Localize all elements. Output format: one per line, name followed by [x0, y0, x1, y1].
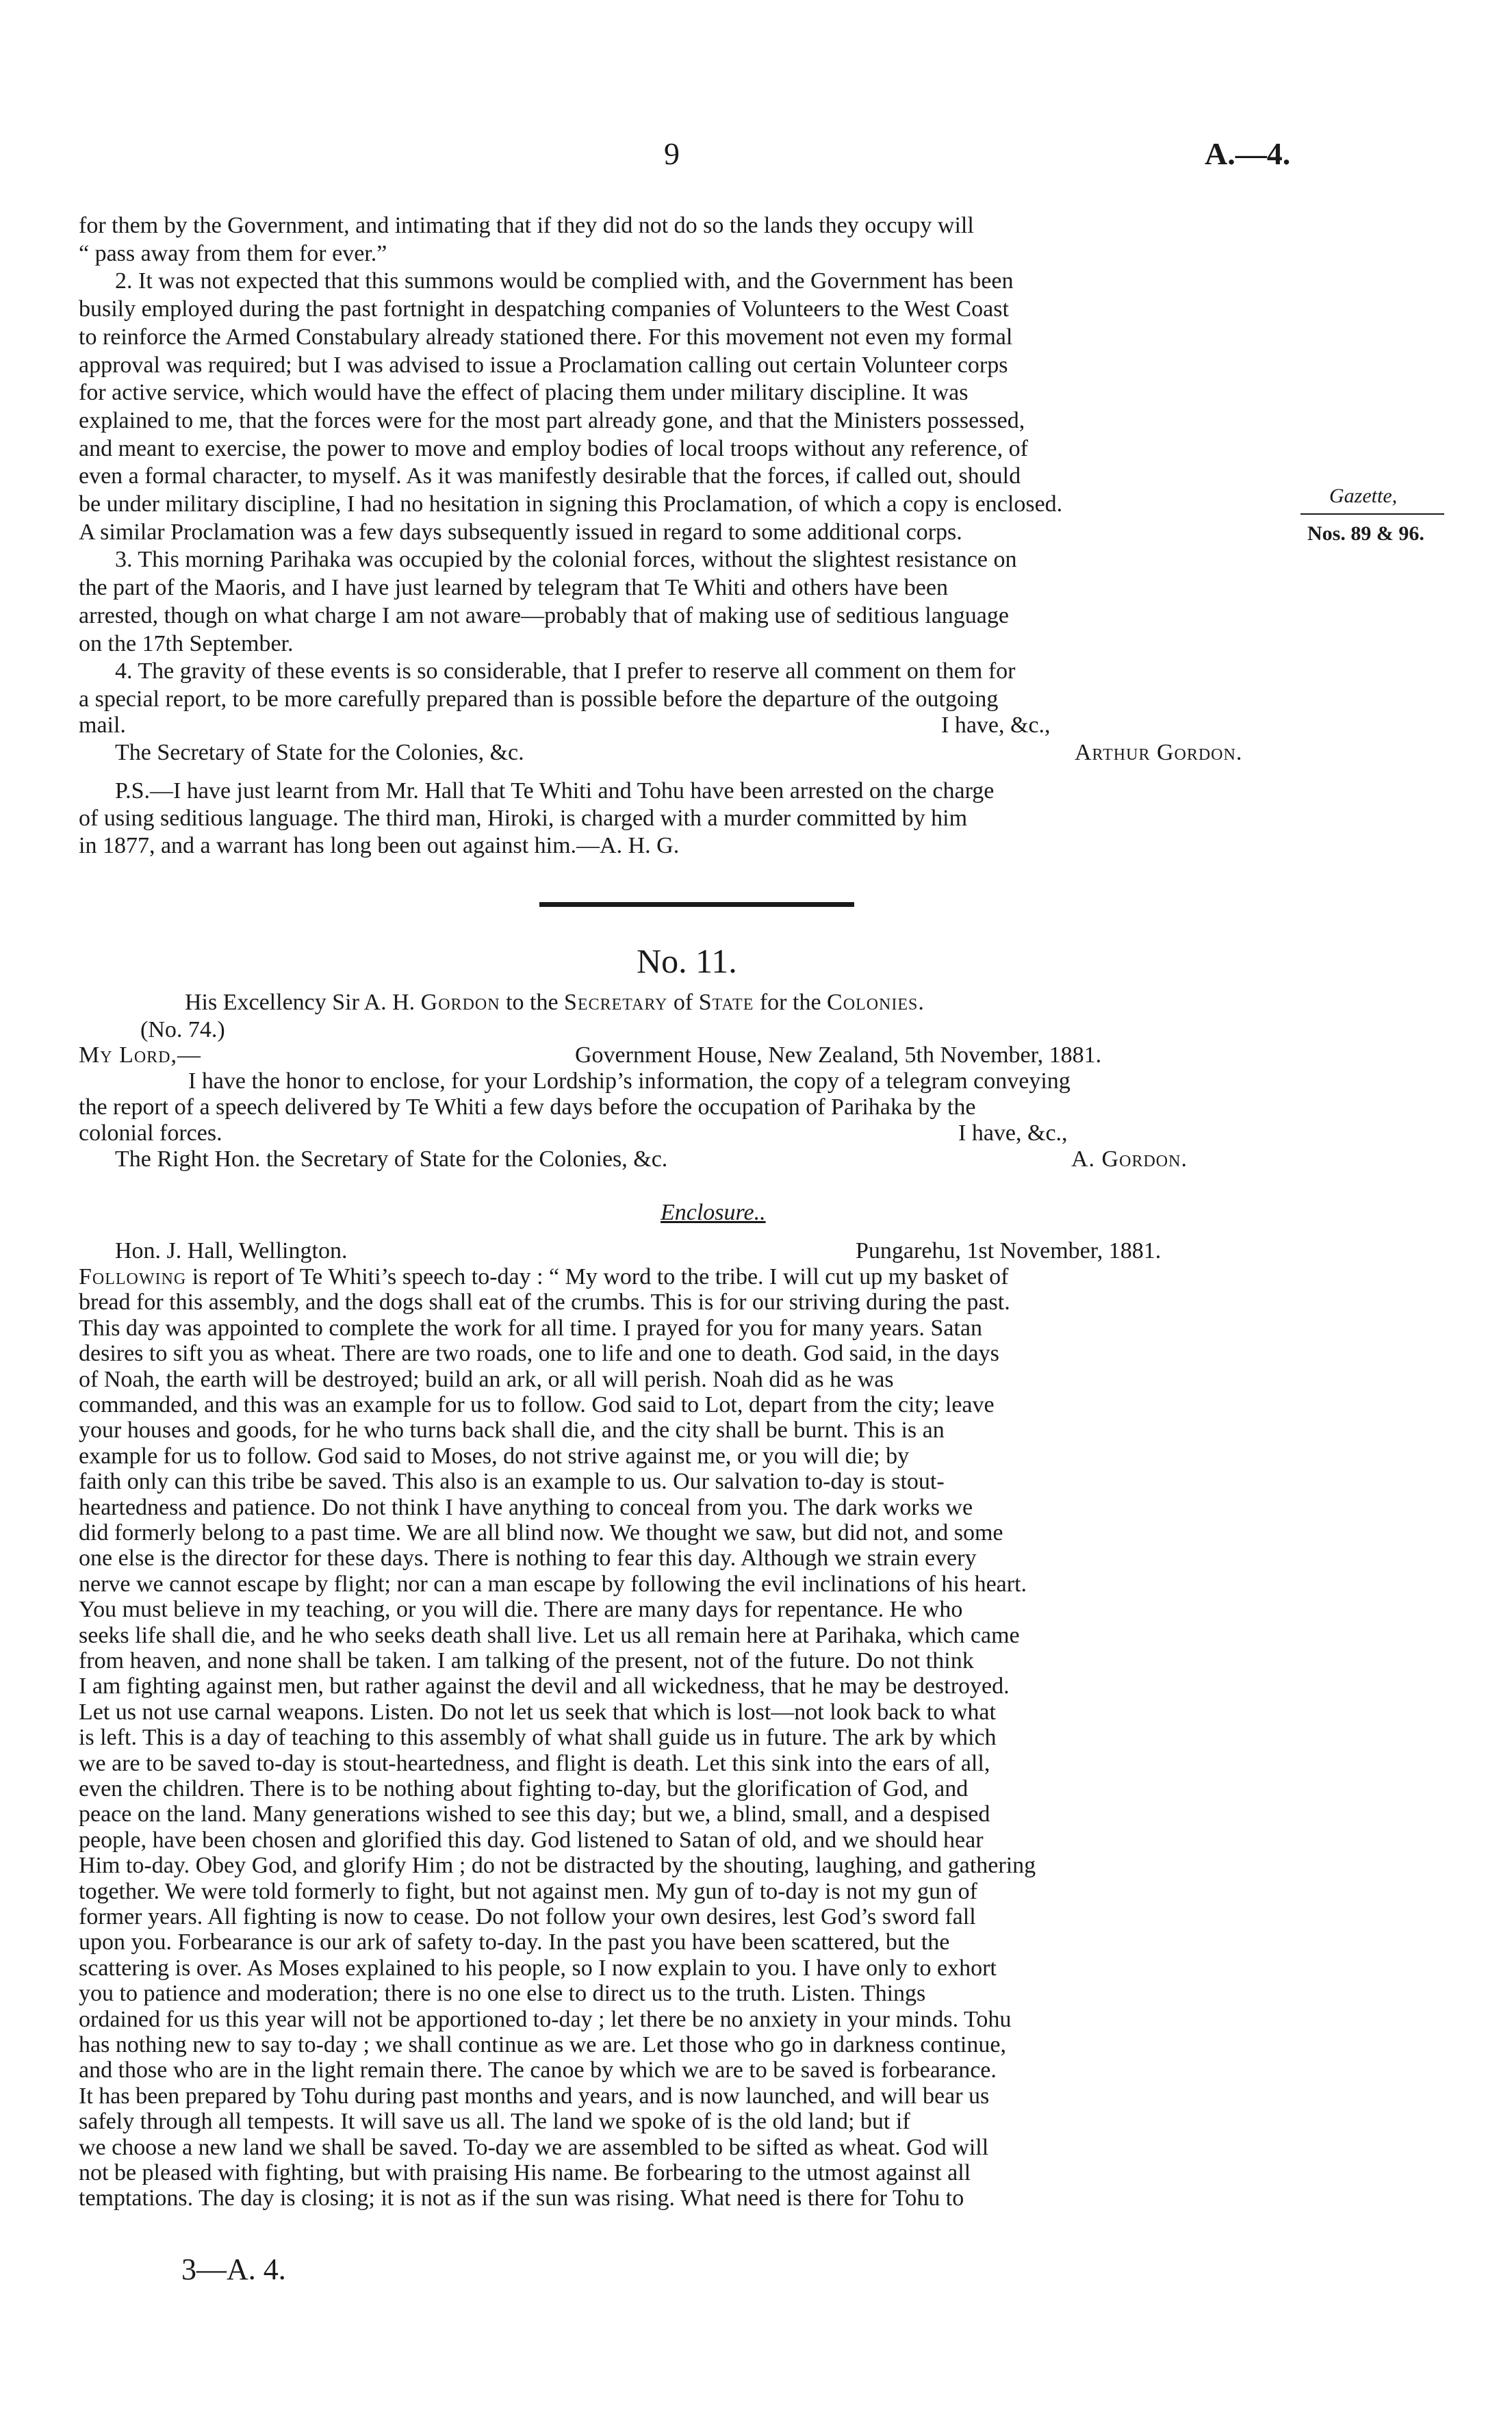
- section-divider: [539, 902, 854, 907]
- speech-line: from heaven, and none shall be taken. I am talking of the present, not of the future. Do not think: [79, 1648, 974, 1673]
- subheading-name: Gordon: [420, 990, 500, 1015]
- letter-signature: Arthur Gordon.: [1075, 740, 1243, 765]
- postscript-line: of using seditious language. The third man, Hiroki, is charged with a murder committed by him: [79, 806, 968, 831]
- speech-line: together. We were told formerly to fight, but not against men. My gun of to-day is not my gun of: [79, 1878, 977, 1904]
- despatch-closing: I have, &c.,: [958, 1120, 1068, 1146]
- speech-lead-word: Following: [79, 1264, 187, 1290]
- speech-line: nerve we cannot escape by flight; nor can a man escape by following the evil inclinations of his heart.: [79, 1571, 1027, 1597]
- letter-line: approval was required; but I was advised to issue a Proclamation calling out certain Volunteer corps: [79, 352, 1008, 378]
- speech-line: did formerly belong to a past time. We are all blind now. We thought we saw, but did not, and some: [79, 1520, 1003, 1545]
- letter-line: be under military discipline, I had no hesitation in signing this Proclamation, of which a copy is enclosed.: [79, 491, 1063, 517]
- subheading-title: State: [698, 990, 754, 1015]
- letter-line: A similar Proclamation was a few days subsequently issued in regard to some additional corps.: [79, 519, 962, 545]
- speech-line: your houses and goods, for he who turns back shall die, and the city shall be burnt. This is an: [79, 1417, 945, 1444]
- letter-line: “ pass away from them for ever.”: [79, 240, 387, 266]
- speech-line: heartedness and patience. Do not think I have anything to conceal from you. The dark works we: [79, 1494, 973, 1520]
- subheading-text: to the: [500, 990, 565, 1015]
- letter-line: on the 17th September.: [79, 630, 294, 656]
- postscript-line: in 1877, and a warrant has long been out against him.—A. H. G.: [79, 833, 680, 858]
- subheading-text: of: [667, 990, 699, 1015]
- subheading-text: .: [918, 990, 924, 1015]
- speech-line: desires to sift you as wheat. There are two roads, one to life and one to death. God said, in the days: [79, 1341, 999, 1367]
- speech-line: peace on the land. Many generations wished to see this day; but we, a blind, small, and a despised: [79, 1801, 990, 1827]
- despatch-body-line: I have the honor to enclose, for your Lordship’s information, the copy of a telegram conveying: [188, 1068, 1071, 1094]
- letter-line: 2. It was not expected that this summons would be complied with, and the Government has been: [115, 268, 1014, 294]
- speech-line: even the children. There is to be nothing about fighting to-day, but the glorification of God, and: [79, 1776, 969, 1801]
- letter-line: and meant to exercise, the power to move and employ bodies of local troops without any reference, of: [79, 435, 1028, 461]
- margin-rule: [1300, 513, 1444, 515]
- despatch-body-line: colonial forces.: [79, 1120, 222, 1146]
- speech-line: has nothing new to say to-day ; we shall continue as we are. Let those who go in darkness continue,: [79, 2032, 1006, 2057]
- letter-line: explained to me, that the forces were for the most part already gone, and that the Ministers possessed,: [79, 407, 1025, 433]
- speech-line: commanded, and this was an example for us to follow. God said to Lot, depart from the city; leave: [79, 1392, 995, 1417]
- place-date: Government House, New Zealand, 5th November, 1881.: [575, 1042, 1102, 1068]
- speech-line: It has been prepared by Tohu during past months and years, and is now launched, and will bear us: [79, 2083, 990, 2109]
- despatch-body-line: the report of a speech delivered by Te Whiti a few days before the occupation of Parihaka by the: [79, 1094, 976, 1120]
- subheading-title: Colonies: [827, 990, 919, 1015]
- speech-line: we are to be saved to-day is stout-heartedness, and flight is death. Let this sink into the ears of all,: [79, 1750, 990, 1776]
- letter-line: even a formal character, to myself. As it was manifestly desirable that the forces, if called out, should: [79, 463, 1021, 489]
- speech-line: of Noah, the earth will be destroyed; build an ark, or all will perish. Noah did as he was: [79, 1366, 894, 1392]
- document-reference: A.—4.: [1205, 136, 1291, 171]
- speech-line: upon you. Forbearance is our ark of safety to-day. In the past you have been scattered, but the: [79, 1929, 950, 1955]
- speech-line: scattering is over. As Moses explained to his people, so I now explain to you. I have only to exhort: [79, 1955, 997, 1981]
- speech-line: This day was appointed to complete the work for all time. I prayed for you for many years. Satan: [79, 1315, 982, 1341]
- speech-line: safely through all tempests. It will save us all. The land we spoke of is the old land; but if: [79, 2109, 910, 2135]
- margin-gazette-numbers: Nos. 89 & 96.: [1307, 522, 1424, 545]
- letter-line: arrested, though on what charge I am not aware—probably that of making use of seditious language: [79, 602, 1009, 628]
- telegram-from-date: Pungarehu, 1st November, 1881.: [856, 1238, 1162, 1263]
- letter-line: to reinforce the Armed Constabulary already stationed there. For this movement not even my formal: [79, 324, 1013, 350]
- speech-line: Let us not use carnal weapons. Listen. Do not let us seek that which is lost—not look back to what: [79, 1699, 996, 1725]
- letter-line: the part of the Maoris, and I have just learned by telegram that Te Whiti and others have been: [79, 575, 948, 601]
- speech-line: is left. This is a day of teaching to this assembly of what shall guide us in future. The ark by which: [79, 1725, 997, 1751]
- section-heading: No. 11.: [637, 942, 737, 980]
- speech-line: I am fighting against men, but rather against the devil and all wickedness, that he may be destroyed.: [79, 1673, 1010, 1699]
- letter-addressee: The Secretary of State for the Colonies, &c.: [115, 740, 524, 765]
- speech-line: example for us to follow. God said to Moses, do not strive against me, or you will die; by: [79, 1443, 910, 1469]
- despatch-ref: (No. 74.): [140, 1017, 225, 1042]
- letter-last-line: mail.: [79, 713, 126, 738]
- despatch-signature: A. Gordon.: [1071, 1146, 1188, 1172]
- speech-line: people, have been chosen and glorified this day. God listened to Satan of old, and we should hear: [79, 1827, 984, 1853]
- speech-line: Him to-day. Obey God, and glorify Him ; do not be distracted by the shouting, laughing, and gathering: [79, 1853, 1036, 1879]
- speech-line: temptations. The day is closing; it is not as if the sun was rising. What need is there for Tohu to: [79, 2185, 964, 2211]
- letter-line: 3. This morning Parihaka was occupied by the colonial forces, without the slightest resistance on: [115, 547, 1017, 573]
- speech-line: You must believe in my teaching, or you will die. There are many days for repentance. He who: [79, 1597, 963, 1623]
- speech-line: seeks life shall die, and he who seeks death shall live. Let us all remain here at Parihaka, which came: [79, 1622, 1020, 1648]
- postscript-line: P.S.—I have just learnt from Mr. Hall that Te Whiti and Tohu have been arrested on the charge: [115, 778, 995, 804]
- printer-signature-mark: 3—A. 4.: [181, 2253, 286, 2286]
- letter-line: a special report, to be more carefully prepared than is possible before the departure of the outgoing: [79, 686, 999, 712]
- letter-line: for active service, which would have the effect of placing them under military discipline. It was: [79, 380, 969, 406]
- margin-gazette-label: Gazette,: [1329, 485, 1398, 507]
- speech-line: former years. All fighting is now to cease. Do not follow your own desires, lest God’s sword fall: [79, 1904, 976, 1929]
- speech-line: faith only can this tribe be saved. This also is an example to us. Our salvation to-day is stout-: [79, 1469, 945, 1495]
- subheading-text: for the: [754, 990, 828, 1015]
- telegram-to: Hon. J. Hall, Wellington.: [115, 1238, 348, 1263]
- page-number: 9: [664, 136, 680, 171]
- letter-line: 4. The gravity of these events is so considerable, that I prefer to reserve all comment on them for: [115, 658, 1016, 684]
- salutation: My Lord,—: [79, 1042, 202, 1068]
- subheading-text: His Excellency Sir A. H.: [185, 990, 421, 1015]
- speech-text: is report of Te Whiti’s speech to-day : “ My word to the tribe. I will cut up my basket of: [186, 1264, 1009, 1290]
- speech-line: bread for this assembly, and the dogs shall eat of the crumbs. This is for our striving during the past.: [79, 1290, 1010, 1316]
- speech-line: you to patience and moderation; there is no one else to direct us to the truth. Listen. Things: [79, 1981, 926, 2007]
- speech-line: one else is the director for these days. There is nothing to fear this day. Although we strain every: [79, 1545, 977, 1571]
- speech-line: and those who are in the light remain there. The canoe by which we are to be saved is forbearance.: [79, 2057, 997, 2083]
- despatch-addressee: The Right Hon. the Secretary of State for the Colonies, &c.: [115, 1146, 668, 1172]
- letter-closing: I have, &c.,: [941, 713, 1051, 738]
- speech-line: we choose a new land we shall be saved. To-day we are assembled to be sifted as wheat. God will: [79, 2134, 989, 2160]
- speech-line: ordained for us this year will not be apportioned to-day ; let there be no anxiety in your minds. Tohu: [79, 2006, 1012, 2032]
- speech-line: [79, 1263, 1008, 1291]
- letter-line: for them by the Government, and intimating that if they did not do so the lands they occupy will: [79, 213, 974, 238]
- section-subheading: [185, 989, 924, 1016]
- subheading-title: Secretary: [564, 990, 668, 1015]
- enclosure-title: Enclosure..: [661, 1200, 766, 1225]
- speech-line: not be pleased with fighting, but with praising His name. Be forbearing to the utmost against all: [79, 2160, 971, 2185]
- letter-line: busily employed during the past fortnight in despatching companies of Volunteers to the West Coast: [79, 296, 1009, 322]
